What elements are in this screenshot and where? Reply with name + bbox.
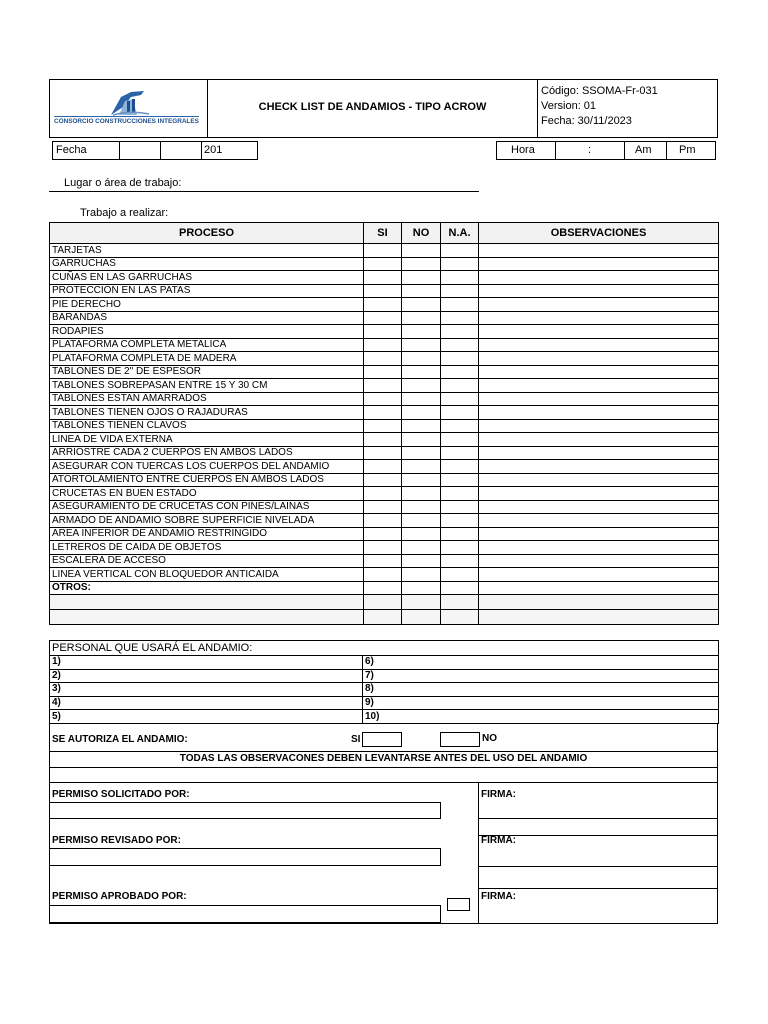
na-checkbox-cell[interactable]: [441, 338, 479, 352]
si-checkbox-cell[interactable]: [364, 473, 402, 487]
otros-row: [50, 581, 719, 595]
proceso-cell: BARANDAS: [50, 311, 364, 325]
si-checkbox-cell[interactable]: [364, 365, 402, 379]
proceso-cell: ARMADO DE ANDAMIO SOBRE SUPERFICIE NIVELADA: [50, 514, 364, 528]
no-checkbox-cell[interactable]: [402, 554, 441, 568]
table-row: [50, 271, 719, 285]
si-checkbox-cell[interactable]: [364, 446, 402, 460]
si-checkbox-cell[interactable]: [364, 406, 402, 420]
table-row: [50, 433, 719, 447]
na-checkbox-cell[interactable]: [441, 311, 479, 325]
proceso-cell: ESCALERA DE ACCESO: [50, 554, 364, 568]
permiso-solicitado-field[interactable]: [49, 802, 441, 819]
proceso-cell: TABLONES SOBREPASAN ENTRE 15 Y 30 CM: [50, 379, 364, 393]
otros-cell[interactable]: [441, 581, 479, 595]
no-checkbox-cell[interactable]: [402, 311, 441, 325]
observaciones-cell[interactable]: [479, 257, 719, 271]
proceso-cell: TABLONES TIENEN OJOS O RAJADURAS: [50, 406, 364, 420]
company-logo-icon: [49, 79, 208, 138]
personal-row: [50, 656, 719, 670]
proceso-cell: LINEA DE VIDA EXTERNA: [50, 433, 364, 447]
aprobado-checkbox[interactable]: [447, 898, 470, 911]
table-row: [50, 473, 719, 487]
table-row: [50, 365, 719, 379]
proceso-cell: CRUCETAS EN BUEN ESTADO: [50, 487, 364, 501]
observaciones-cell[interactable]: [479, 325, 719, 339]
si-checkbox-cell[interactable]: [364, 460, 402, 474]
na-checkbox-cell[interactable]: [441, 433, 479, 447]
lugar-label: Lugar o área de trabajo:: [64, 177, 182, 189]
observaciones-cell[interactable]: [479, 379, 719, 393]
table-row: [50, 487, 719, 501]
document-meta: [541, 84, 658, 129]
si-checkbox-cell[interactable]: [364, 379, 402, 393]
no-checkbox-cell[interactable]: [402, 338, 441, 352]
no-checkbox-cell[interactable]: [402, 379, 441, 393]
table-header-row: [50, 223, 719, 244]
na-checkbox-cell[interactable]: [441, 271, 479, 285]
otros-cell[interactable]: [364, 581, 402, 595]
blank-row: [50, 595, 719, 610]
observaciones-cell[interactable]: [479, 284, 719, 298]
observaciones-cell[interactable]: [479, 527, 719, 541]
blank-cell[interactable]: [479, 610, 719, 625]
blank-cell[interactable]: [364, 610, 402, 625]
no-checkbox-cell[interactable]: [402, 433, 441, 447]
personal-left-cell[interactable]: 2): [50, 669, 363, 683]
hora-label: Hora: [511, 144, 535, 156]
personal-title: PERSONAL QUE USARÁ EL ANDAMIO:: [50, 641, 719, 656]
no-checkbox-cell[interactable]: [402, 473, 441, 487]
na-checkbox-cell[interactable]: [441, 257, 479, 271]
firma-solicitado-cell[interactable]: [478, 782, 718, 819]
observaciones-cell[interactable]: [479, 460, 719, 474]
na-checkbox-cell[interactable]: [441, 527, 479, 541]
otros-cell[interactable]: [402, 581, 441, 595]
si-checkbox-cell[interactable]: [364, 527, 402, 541]
proceso-cell: ATORTOLAMIENTO ENTRE CUERPOS EN AMBOS LADOS: [50, 473, 364, 487]
na-checkbox-cell[interactable]: [441, 554, 479, 568]
date-field[interactable]: [52, 141, 258, 160]
na-checkbox-cell[interactable]: [441, 406, 479, 420]
observaciones-cell[interactable]: [479, 365, 719, 379]
observaciones-cell[interactable]: [479, 487, 719, 501]
no-checkbox-cell[interactable]: [402, 244, 441, 258]
table-row: [50, 244, 719, 258]
blank-cell[interactable]: [50, 610, 364, 625]
table-row: [50, 446, 719, 460]
observaciones-cell[interactable]: [479, 244, 719, 258]
col-observaciones: OBSERVACIONES: [479, 223, 719, 244]
document-title: CHECK LIST DE ANDAMIOS - TIPO ACROW: [208, 79, 538, 138]
time-field[interactable]: [496, 141, 716, 160]
table-row: [50, 284, 719, 298]
observaciones-cell[interactable]: [479, 568, 719, 582]
permiso-solicitado-label: PERMISO SOLICITADO POR:: [52, 789, 190, 800]
col-proceso: PROCESO: [50, 223, 364, 244]
table-row: [50, 460, 719, 474]
table-row: [50, 338, 719, 352]
fecha-label: Fecha: [56, 144, 87, 156]
no-checkbox-cell[interactable]: [402, 392, 441, 406]
observaciones-cell[interactable]: [479, 473, 719, 487]
blank-cell[interactable]: [402, 610, 441, 625]
proceso-cell: LETREROS DE CAIDA DE OBJETOS: [50, 541, 364, 555]
na-checkbox-cell[interactable]: [441, 514, 479, 528]
version-text: Version: 01: [541, 100, 597, 112]
otros-cell[interactable]: [479, 581, 719, 595]
observaciones-cell[interactable]: [479, 338, 719, 352]
no-checkbox-cell[interactable]: [402, 500, 441, 514]
autoriza-label: SE AUTORIZA EL ANDAMIO:: [52, 734, 188, 745]
si-checkbox-cell[interactable]: [364, 554, 402, 568]
proceso-cell: ARRIOSTRE CADA 2 CUERPOS EN AMBOS LADOS: [50, 446, 364, 460]
personal-title-row: [50, 641, 719, 656]
si-checkbox-cell[interactable]: [364, 284, 402, 298]
na-checkbox-cell[interactable]: [441, 325, 479, 339]
table-row: [50, 406, 719, 420]
na-checkbox-cell[interactable]: [441, 487, 479, 501]
codigo-text: Código: SSOMA-Fr-031: [541, 85, 658, 97]
blank-cell[interactable]: [50, 595, 364, 610]
proceso-cell: PLATAFORMA COMPLETA DE MADERA: [50, 352, 364, 366]
proceso-cell: LINEA VERTICAL CON BLOQUEDOR ANTICAIDA: [50, 568, 364, 582]
table-row: [50, 311, 719, 325]
no-checkbox-cell[interactable]: [402, 527, 441, 541]
blank-cell[interactable]: [402, 595, 441, 610]
table-row: [50, 541, 719, 555]
autoriza-no-checkbox[interactable]: [440, 732, 480, 747]
na-checkbox-cell[interactable]: [441, 500, 479, 514]
personal-left-cell[interactable]: 1): [50, 656, 363, 670]
na-checkbox-cell[interactable]: [441, 419, 479, 433]
no-checkbox-cell[interactable]: [402, 284, 441, 298]
autoriza-no-label: NO: [482, 733, 497, 744]
lugar-underline[interactable]: [49, 191, 479, 192]
table-row: [50, 568, 719, 582]
na-checkbox-cell[interactable]: [441, 541, 479, 555]
si-checkbox-cell[interactable]: [364, 338, 402, 352]
si-checkbox-cell[interactable]: [364, 392, 402, 406]
personal-right-cell[interactable]: 8): [363, 683, 719, 697]
na-checkbox-cell[interactable]: [441, 284, 479, 298]
proceso-cell: ASEGURAR CON TUERCAS LOS CUERPOS DEL ANDAMIO: [50, 460, 364, 474]
na-checkbox-cell[interactable]: [441, 392, 479, 406]
observaciones-cell[interactable]: [479, 554, 719, 568]
personal-right-cell[interactable]: 6): [363, 656, 719, 670]
permiso-aprobado-field[interactable]: [49, 905, 441, 923]
observaciones-cell[interactable]: [479, 271, 719, 285]
no-checkbox-cell[interactable]: [402, 257, 441, 271]
col-na: N.A.: [441, 223, 479, 244]
na-checkbox-cell[interactable]: [441, 446, 479, 460]
si-checkbox-cell[interactable]: [364, 568, 402, 582]
no-checkbox-cell[interactable]: [402, 352, 441, 366]
permiso-revisado-label: PERMISO REVISADO POR:: [52, 835, 181, 846]
no-checkbox-cell[interactable]: [402, 446, 441, 460]
year-value: 201: [204, 144, 223, 156]
proceso-cell: TARJETAS: [50, 244, 364, 258]
am-option[interactable]: Am: [635, 144, 652, 156]
personal-right-cell[interactable]: 9): [363, 696, 719, 710]
personal-right-cell[interactable]: 7): [363, 669, 719, 683]
table-row: [50, 298, 719, 312]
firma-aprobado-label: FIRMA:: [481, 891, 516, 902]
autoriza-si-checkbox[interactable]: [362, 732, 402, 747]
personal-left-cell[interactable]: 5): [50, 710, 363, 724]
si-checkbox-cell[interactable]: [364, 541, 402, 555]
observaciones-cell[interactable]: [479, 514, 719, 528]
no-checkbox-cell[interactable]: [402, 460, 441, 474]
table-row: [50, 257, 719, 271]
table-row: [50, 419, 719, 433]
observaciones-cell[interactable]: [479, 298, 719, 312]
observaciones-cell[interactable]: [479, 419, 719, 433]
personal-right-cell[interactable]: 10): [363, 710, 719, 724]
table-row: [50, 352, 719, 366]
autoriza-si-label: SI: [351, 734, 361, 745]
na-checkbox-cell[interactable]: [441, 365, 479, 379]
proceso-cell: RODAPIES: [50, 325, 364, 339]
no-checkbox-cell[interactable]: [402, 365, 441, 379]
si-checkbox-cell[interactable]: [364, 433, 402, 447]
si-checkbox-cell[interactable]: [364, 298, 402, 312]
observaciones-cell[interactable]: [479, 500, 719, 514]
blank-cell[interactable]: [479, 595, 719, 610]
otros-label: OTROS:: [50, 581, 364, 595]
blank-cell[interactable]: [441, 595, 479, 610]
proceso-cell: ASEGURAMIENTO DE CRUCETAS CON PINES/LAINAS: [50, 500, 364, 514]
no-checkbox-cell[interactable]: [402, 298, 441, 312]
table-row: [50, 527, 719, 541]
no-checkbox-cell[interactable]: [402, 406, 441, 420]
logo-cell: [49, 79, 208, 138]
si-checkbox-cell[interactable]: [364, 311, 402, 325]
si-checkbox-cell[interactable]: [364, 244, 402, 258]
na-checkbox-cell[interactable]: [441, 460, 479, 474]
firma-revisado-label: FIRMA:: [481, 835, 516, 846]
na-checkbox-cell[interactable]: [441, 244, 479, 258]
personal-row: [50, 710, 719, 724]
blank-row: [50, 610, 719, 625]
observaciones-cell[interactable]: [479, 392, 719, 406]
personal-row: [50, 696, 719, 710]
si-checkbox-cell[interactable]: [364, 325, 402, 339]
na-checkbox-cell[interactable]: [441, 379, 479, 393]
table-row: [50, 500, 719, 514]
observaciones-cell[interactable]: [479, 541, 719, 555]
time-colon: :: [588, 144, 592, 156]
observaciones-cell[interactable]: [479, 352, 719, 366]
proceso-cell: TABLONES TIENEN CLAVOS: [50, 419, 364, 433]
si-checkbox-cell[interactable]: [364, 487, 402, 501]
fecha-text: Fecha: 30/11/2023: [541, 115, 632, 127]
na-checkbox-cell[interactable]: [441, 298, 479, 312]
trabajo-label: Trabajo a realizar:: [80, 207, 169, 219]
table-row: [50, 392, 719, 406]
no-checkbox-cell[interactable]: [402, 514, 441, 528]
logo-text: CONSORCIO CONSTRUCCIONES INTEGRALES: [54, 118, 199, 125]
proceso-cell: AREA INFERIOR DE ANDAMIO RESTRINGIDO: [50, 527, 364, 541]
no-checkbox-cell[interactable]: [402, 487, 441, 501]
observaciones-cell[interactable]: [479, 433, 719, 447]
na-checkbox-cell[interactable]: [441, 568, 479, 582]
observaciones-cell[interactable]: [479, 446, 719, 460]
checklist-table: [49, 222, 719, 625]
proceso-cell: TABLONES DE 2" DE ESPESOR: [50, 365, 364, 379]
col-no: NO: [402, 223, 441, 244]
observations-note: TODAS LAS OBSERVACONES DEBEN LEVANTARSE ANTES DEL USO DEL ANDAMIO: [49, 752, 718, 768]
proceso-cell: PROTECCION EN LAS PATAS: [50, 284, 364, 298]
firma-solicitado-label: FIRMA:: [481, 789, 516, 800]
proceso-cell: PLATAFORMA COMPLETA METALICA: [50, 338, 364, 352]
table-row: [50, 379, 719, 393]
proceso-cell: GARRUCHAS: [50, 257, 364, 271]
no-checkbox-cell[interactable]: [402, 541, 441, 555]
permiso-aprobado-label: PERMISO APROBADO POR:: [52, 891, 187, 902]
blank-cell[interactable]: [441, 610, 479, 625]
si-checkbox-cell[interactable]: [364, 271, 402, 285]
observaciones-cell[interactable]: [479, 311, 719, 325]
no-checkbox-cell[interactable]: [402, 419, 441, 433]
si-checkbox-cell[interactable]: [364, 500, 402, 514]
col-si: SI: [364, 223, 402, 244]
personal-row: [50, 683, 719, 697]
proceso-cell: PIE DERECHO: [50, 298, 364, 312]
na-checkbox-cell[interactable]: [441, 473, 479, 487]
na-checkbox-cell[interactable]: [441, 352, 479, 366]
blank-cell[interactable]: [364, 595, 402, 610]
personal-left-cell[interactable]: 4): [50, 696, 363, 710]
observaciones-cell[interactable]: [479, 406, 719, 420]
permiso-revisado-field[interactable]: [49, 848, 441, 866]
pm-option[interactable]: Pm: [679, 144, 696, 156]
si-checkbox-cell[interactable]: [364, 419, 402, 433]
table-row: [50, 325, 719, 339]
no-checkbox-cell[interactable]: [402, 325, 441, 339]
no-checkbox-cell[interactable]: [402, 271, 441, 285]
personal-left-cell[interactable]: 3): [50, 683, 363, 697]
no-checkbox-cell[interactable]: [402, 568, 441, 582]
proceso-cell: CUÑAS EN LAS GARRUCHAS: [50, 271, 364, 285]
si-checkbox-cell[interactable]: [364, 514, 402, 528]
table-row: [50, 514, 719, 528]
proceso-cell: TABLONES ESTAN AMARRADOS: [50, 392, 364, 406]
si-checkbox-cell[interactable]: [364, 257, 402, 271]
si-checkbox-cell[interactable]: [364, 352, 402, 366]
table-row: [50, 554, 719, 568]
personal-row: [50, 669, 719, 683]
personal-table: [49, 640, 719, 724]
